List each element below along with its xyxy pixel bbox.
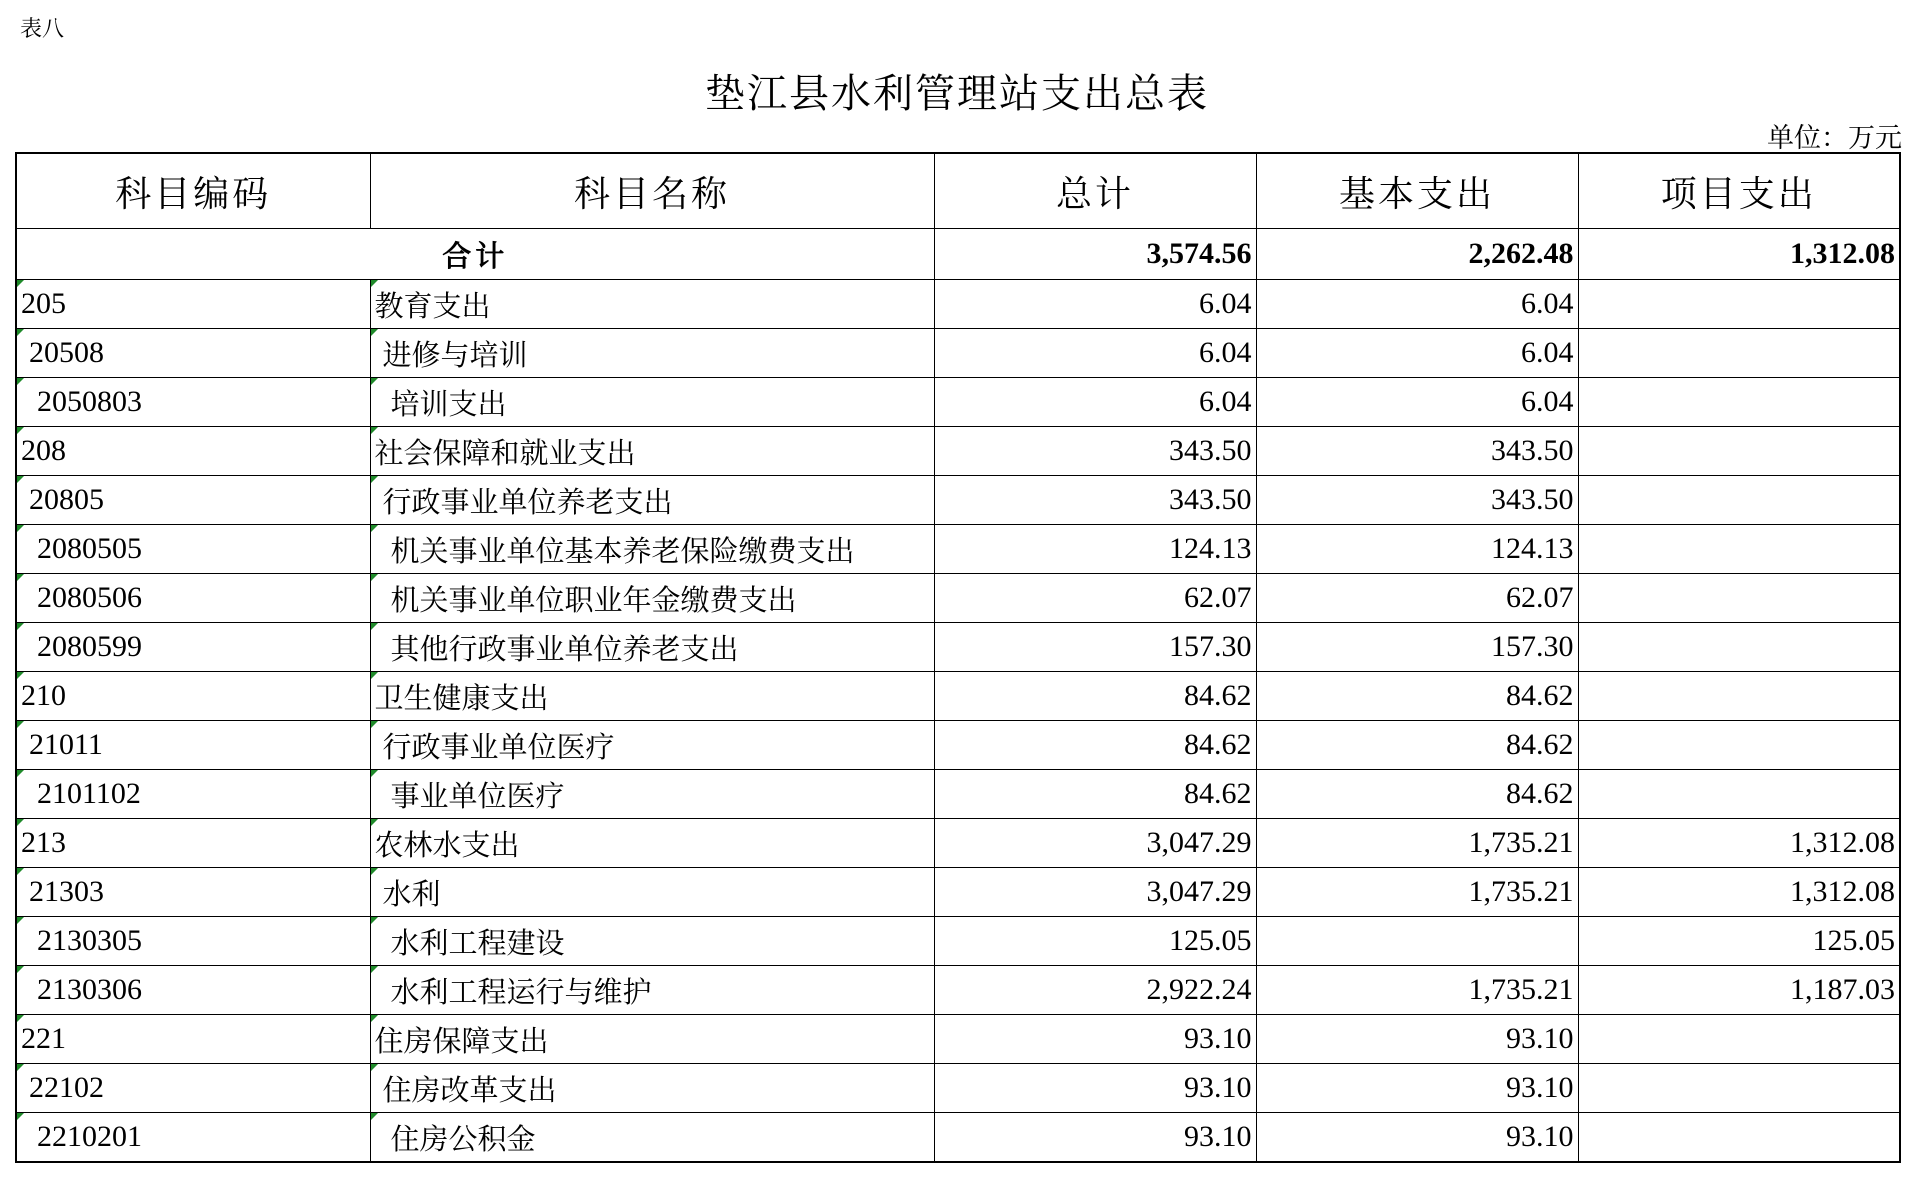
row-code: 208 <box>16 427 370 476</box>
row-project <box>1578 770 1900 819</box>
table-row <box>16 476 1900 525</box>
row-project <box>1578 1064 1900 1113</box>
row-basic: 62.07 <box>1256 574 1578 623</box>
row-basic: 84.62 <box>1256 672 1578 721</box>
row-name: 水利工程建设 <box>370 917 934 966</box>
page-title: 垫江县水利管理站支出总表 <box>705 71 1209 117</box>
row-total: 93.10 <box>934 1015 1256 1064</box>
row-code: 20508 <box>16 329 370 378</box>
row-code: 205 <box>16 280 370 329</box>
table-row <box>16 868 1900 917</box>
row-basic: 93.10 <box>1256 1015 1578 1064</box>
row-total: 343.50 <box>934 476 1256 525</box>
row-code: 2080505 <box>16 525 370 574</box>
row-project <box>1578 280 1900 329</box>
total-row <box>16 229 1900 280</box>
row-basic: 1,735.21 <box>1256 966 1578 1015</box>
row-project: 1,312.08 <box>1578 868 1900 917</box>
row-name: 行政事业单位医疗 <box>370 721 934 770</box>
row-code: 21011 <box>16 721 370 770</box>
table-row <box>16 378 1900 427</box>
table-row <box>16 623 1900 672</box>
row-name: 培训支出 <box>370 378 934 427</box>
table-row <box>16 917 1900 966</box>
row-total: 3,047.29 <box>934 819 1256 868</box>
table-label: 表八 <box>20 17 65 42</box>
row-code: 20805 <box>16 476 370 525</box>
row-project <box>1578 574 1900 623</box>
row-name: 机关事业单位基本养老保险缴费支出 <box>370 525 934 574</box>
row-code: 2101102 <box>16 770 370 819</box>
row-total: 6.04 <box>934 280 1256 329</box>
header-total: 总计 <box>934 153 1256 229</box>
row-code: 2080506 <box>16 574 370 623</box>
row-code: 22102 <box>16 1064 370 1113</box>
table-row <box>16 1064 1900 1113</box>
total-total: 3,574.56 <box>934 229 1256 280</box>
row-basic: 1,735.21 <box>1256 819 1578 868</box>
table-row <box>16 819 1900 868</box>
row-basic: 343.50 <box>1256 427 1578 476</box>
row-total: 125.05 <box>934 917 1256 966</box>
row-code: 2130305 <box>16 917 370 966</box>
row-code: 2210201 <box>16 1113 370 1163</box>
row-name: 卫生健康支出 <box>370 672 934 721</box>
row-code: 210 <box>16 672 370 721</box>
row-basic: 93.10 <box>1256 1064 1578 1113</box>
row-total: 62.07 <box>934 574 1256 623</box>
total-project: 1,312.08 <box>1578 229 1900 280</box>
row-basic: 1,735.21 <box>1256 868 1578 917</box>
row-basic: 157.30 <box>1256 623 1578 672</box>
row-project <box>1578 1113 1900 1163</box>
expenditure-table <box>15 152 1901 1163</box>
table-row <box>16 280 1900 329</box>
table-row <box>16 427 1900 476</box>
row-basic: 84.62 <box>1256 770 1578 819</box>
unit-label: 单位：万元 <box>1767 123 1902 154</box>
header-basic: 基本支出 <box>1256 153 1578 229</box>
row-code: 213 <box>16 819 370 868</box>
row-project <box>1578 672 1900 721</box>
row-name: 进修与培训 <box>370 329 934 378</box>
row-code: 21303 <box>16 868 370 917</box>
row-basic: 343.50 <box>1256 476 1578 525</box>
row-total: 6.04 <box>934 329 1256 378</box>
row-name: 住房改革支出 <box>370 1064 934 1113</box>
row-basic: 84.62 <box>1256 721 1578 770</box>
row-project <box>1578 1015 1900 1064</box>
row-project <box>1578 378 1900 427</box>
row-total: 84.62 <box>934 672 1256 721</box>
table-row <box>16 525 1900 574</box>
row-name: 住房公积金 <box>370 1113 934 1163</box>
row-name: 教育支出 <box>370 280 934 329</box>
table-row <box>16 966 1900 1015</box>
row-project <box>1578 525 1900 574</box>
row-name: 水利工程运行与维护 <box>370 966 934 1015</box>
total-label: 合计 <box>16 229 934 280</box>
row-basic: 6.04 <box>1256 280 1578 329</box>
table-row <box>16 721 1900 770</box>
row-project <box>1578 427 1900 476</box>
row-basic <box>1256 917 1578 966</box>
table-row <box>16 672 1900 721</box>
row-total: 6.04 <box>934 378 1256 427</box>
row-total: 124.13 <box>934 525 1256 574</box>
row-total: 3,047.29 <box>934 868 1256 917</box>
header-row <box>16 153 1900 229</box>
header-name: 科目名称 <box>370 153 934 229</box>
row-basic: 6.04 <box>1256 329 1578 378</box>
row-basic: 6.04 <box>1256 378 1578 427</box>
row-project <box>1578 329 1900 378</box>
row-project: 1,312.08 <box>1578 819 1900 868</box>
header-project: 项目支出 <box>1578 153 1900 229</box>
header-code: 科目编码 <box>16 153 370 229</box>
row-name: 水利 <box>370 868 934 917</box>
row-total: 157.30 <box>934 623 1256 672</box>
row-name: 住房保障支出 <box>370 1015 934 1064</box>
row-name: 事业单位医疗 <box>370 770 934 819</box>
row-code: 2080599 <box>16 623 370 672</box>
row-project: 1,187.03 <box>1578 966 1900 1015</box>
row-project <box>1578 721 1900 770</box>
table-row <box>16 574 1900 623</box>
row-project <box>1578 623 1900 672</box>
table-row <box>16 1015 1900 1064</box>
row-name: 机关事业单位职业年金缴费支出 <box>370 574 934 623</box>
row-total: 84.62 <box>934 770 1256 819</box>
row-total: 93.10 <box>934 1113 1256 1163</box>
table-row <box>16 770 1900 819</box>
row-total: 2,922.24 <box>934 966 1256 1015</box>
row-total: 93.10 <box>934 1064 1256 1113</box>
row-project <box>1578 476 1900 525</box>
row-name: 农林水支出 <box>370 819 934 868</box>
table-row <box>16 1113 1900 1163</box>
row-basic: 93.10 <box>1256 1113 1578 1163</box>
row-name: 其他行政事业单位养老支出 <box>370 623 934 672</box>
row-basic: 124.13 <box>1256 525 1578 574</box>
row-total: 343.50 <box>934 427 1256 476</box>
row-name: 行政事业单位养老支出 <box>370 476 934 525</box>
row-code: 2130306 <box>16 966 370 1015</box>
row-total: 84.62 <box>934 721 1256 770</box>
row-name: 社会保障和就业支出 <box>370 427 934 476</box>
row-code: 221 <box>16 1015 370 1064</box>
row-project: 125.05 <box>1578 917 1900 966</box>
total-basic: 2,262.48 <box>1256 229 1578 280</box>
row-code: 2050803 <box>16 378 370 427</box>
table-row <box>16 329 1900 378</box>
